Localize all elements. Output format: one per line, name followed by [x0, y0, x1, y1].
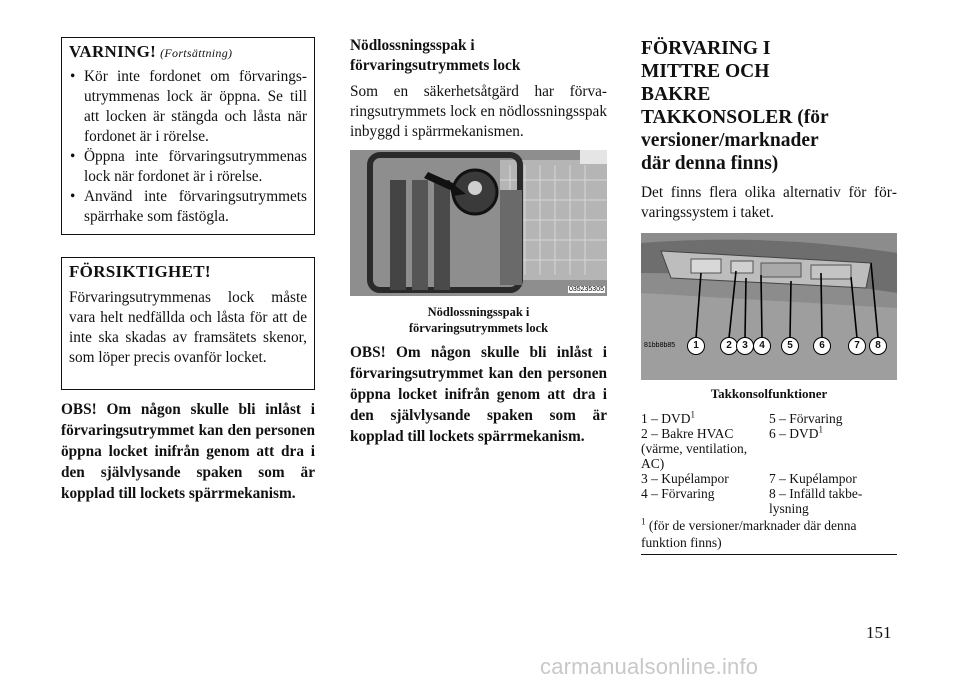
overhead-caption: Takkonsolfunktioner — [710, 386, 828, 401]
legend-item: 5 – Förvaring — [769, 411, 843, 426]
overhead-console-figure — [641, 233, 897, 380]
release-lever-text: Som en säkerhetsåtgärd har förvaringsutrymmets lock en nödlossningsspak inbyggd i spärrmekanismen. — [350, 83, 607, 140]
overhead-storage-title: FÖRVARING I MITTRE OCH BAKRE TAKKONSOLER (för versioner/marknader där denna finns) — [641, 38, 829, 174]
release-lever-heading: Nödlossningsspak i förvaringsutrymmets lock — [350, 37, 521, 74]
page-number: 151 — [866, 623, 892, 642]
legend-item: 4 – Förvaring — [641, 486, 715, 501]
warning-item: • Använd inte förvaringsutrymmets spärrhake som fästögla. — [69, 187, 307, 227]
warning-box — [61, 37, 315, 235]
obs-note: OBS! Om någon skulle bli inlåst i förvaringsutrymmet kan den personen öppna locket inifrån genom att dra i den självlysande spaken som är kopplad till lockets spärrmekanism. — [61, 401, 315, 502]
callout-6: 6 — [813, 337, 831, 355]
obs-note: OBS! Om någon skulle bli inlåst i förvaringsutrymmet kan den personen öppna locket inifrån genom att dra i den självlysande spaken som är kopplad till lockets spärrmekanism. — [350, 344, 607, 445]
caution-title: FÖRSIKTIGHET! — [69, 262, 211, 281]
release-lever-illustration — [350, 150, 607, 296]
callout-3: 3 — [736, 337, 754, 355]
watermark[interactable]: carmanualsonline.info — [540, 654, 759, 679]
warning-list — [69, 67, 307, 227]
warning-item: • Öppna inte förvaringsutrymmenas lock när fordonet är i rörelse. — [69, 147, 307, 187]
legend-row — [641, 471, 897, 486]
legend-item: 3 – Kupélampor — [641, 471, 729, 486]
legend-item: 2 – Bakre HVAC (värme, ventilation, AC) — [641, 426, 748, 471]
figure-id: 035235305 — [568, 286, 604, 293]
warning-item: • Kör inte fordonet om förvaringsutrymmenas lock är öppna. Se till att locken är stängda och låsta när fordonet är i rörelse. — [69, 67, 307, 147]
callout-7: 7 — [848, 337, 866, 355]
legend-row — [641, 486, 897, 516]
overhead-intro: Det finns flera olika alternativ för förvaringssystem i taket. — [641, 184, 897, 221]
footnote-rule — [641, 554, 897, 555]
callout-4: 4 — [753, 337, 771, 355]
release-lever-figure — [350, 150, 607, 296]
callout-8: 8 — [869, 337, 887, 355]
figure-id: 81bb8b85 — [644, 342, 676, 349]
callout-2: 2 — [720, 337, 738, 355]
overhead-console-illustration — [641, 233, 897, 380]
legend-item: 6 – DVD$^1$ — [769, 424, 823, 441]
release-lever-caption: Nödlossningsspak i förvaringsutrymmets lock — [408, 305, 549, 335]
warning-continued: (Fortsättning) — [160, 46, 233, 60]
legend-item: 8 – Infälld takbelysning — [769, 486, 863, 516]
legend-table — [641, 411, 897, 516]
callout-5: 5 — [781, 337, 799, 355]
caution-text: Förvaringsutrymmenas lock måste vara helt nedfällda och låsta för att de inte ska skadas av framsätets skenor, som löper precis ovanför locket. — [69, 289, 307, 366]
legend-item: 1 – DVD$^1$ — [641, 409, 695, 426]
legend-row — [641, 426, 897, 471]
legend-row — [641, 411, 897, 426]
callout-1: 1 — [687, 337, 705, 355]
legend-footnote: $^1$ (för de versioner/marknader där denna funktion finns) — [641, 516, 857, 550]
warning-title — [69, 42, 307, 63]
caution-box — [61, 257, 315, 390]
legend-item: 7 – Kupélampor — [769, 471, 857, 486]
warning-heading: VARNING! — [69, 42, 157, 61]
